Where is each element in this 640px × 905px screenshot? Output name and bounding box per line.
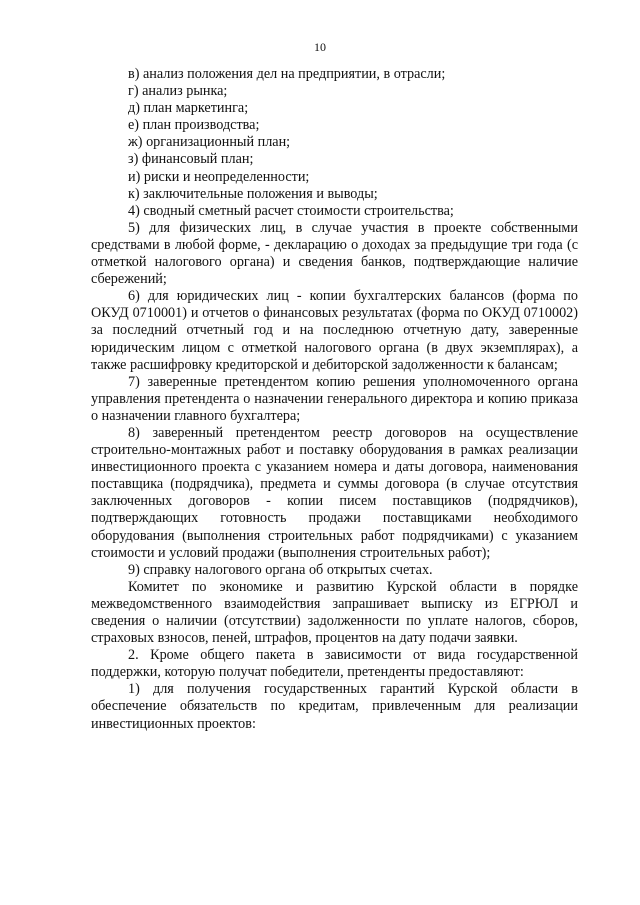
paragraph: Комитет по экономике и развитию Курской области в порядке межведомственного взаимодействия запрашивает выписку из ЕГРЮЛ и сведения о наличии (отсутствии) задолженности по уплате налогов, сборов, страховых взносов, пеней, штрафов, процентов на дату подачи заявки. — [91, 578, 578, 647]
paragraph: 1) для получения государственных гарантий Курской области в обеспечение обязательств по кредитам, привлеченным для реализации инвестиционных проектов: — [91, 681, 578, 732]
list-item: в) анализ положения дел на предприятии, в отрасли; — [128, 66, 446, 82]
list-item: з) финансовый план; — [128, 151, 254, 168]
paragraph: 2. Кроме общего пакета в зависимости от вида государственной поддержки, которую получат победители, претенденты предоставляют: — [91, 647, 578, 681]
paragraph: 6) для юридических лиц - копии бухгалтерских балансов (форма по ОКУД 0710001) и отчетов о финансовых результатах (форма по ОКУД 0710002) за последний отчетный год и на последнюю отчетную дату, заверенные юридическим лицом с отметкой налогового органа (в двух экземплярах), а также расшифровку кредиторской и дебиторской задолженности к балансам; — [91, 288, 578, 373]
paragraph: 7) заверенные претендентом копию решения уполномоченного органа управления претендента о назначении генерального директора и копию приказа о назначении главного бухгалтера; — [91, 373, 578, 424]
paragraph: 8) заверенный претендентом реестр договоров на осуществление строительно-монтажных работ и поставку оборудования в рамках реализации инвестиционного проекта с указанием номера и даты договора, наименования поставщика (подрядчика), предмета и суммы договора (в случае отсутствия заключенных договоров - копии писем поставщиков (подрядчиков), подтверждающих готовность продажи поставщиками необходимого оборудования (выполнения строительных работ подрядчиками) с указанием стоимости и условий продажи (выполнения строительных работ); — [91, 424, 578, 561]
list-item: 4) сводный сметный расчет стоимости строительства; — [128, 202, 454, 219]
list-item: д) план маркетинга; — [128, 100, 249, 117]
page-number: 10 — [314, 40, 326, 54]
paragraph: 5) для физических лиц, в случае участия в проекте собственными средствами в любой форме, - декларацию о доходах за предыдущие три года (с отметкой налогового органа) и сведения банков, подтверждающие наличие сбережений; — [91, 219, 578, 288]
list-item: к) заключительные положения и выводы; — [128, 185, 378, 202]
list-item: е) план производства; — [128, 117, 260, 134]
list-item: ж) организационный план; — [128, 134, 291, 151]
list-item: и) риски и неопределенности; — [128, 168, 310, 185]
body-text — [91, 66, 578, 733]
paragraph: 9) справку налогового органа об открытых счетах. — [128, 561, 433, 578]
list-item: г) анализ рынка; — [128, 83, 228, 100]
